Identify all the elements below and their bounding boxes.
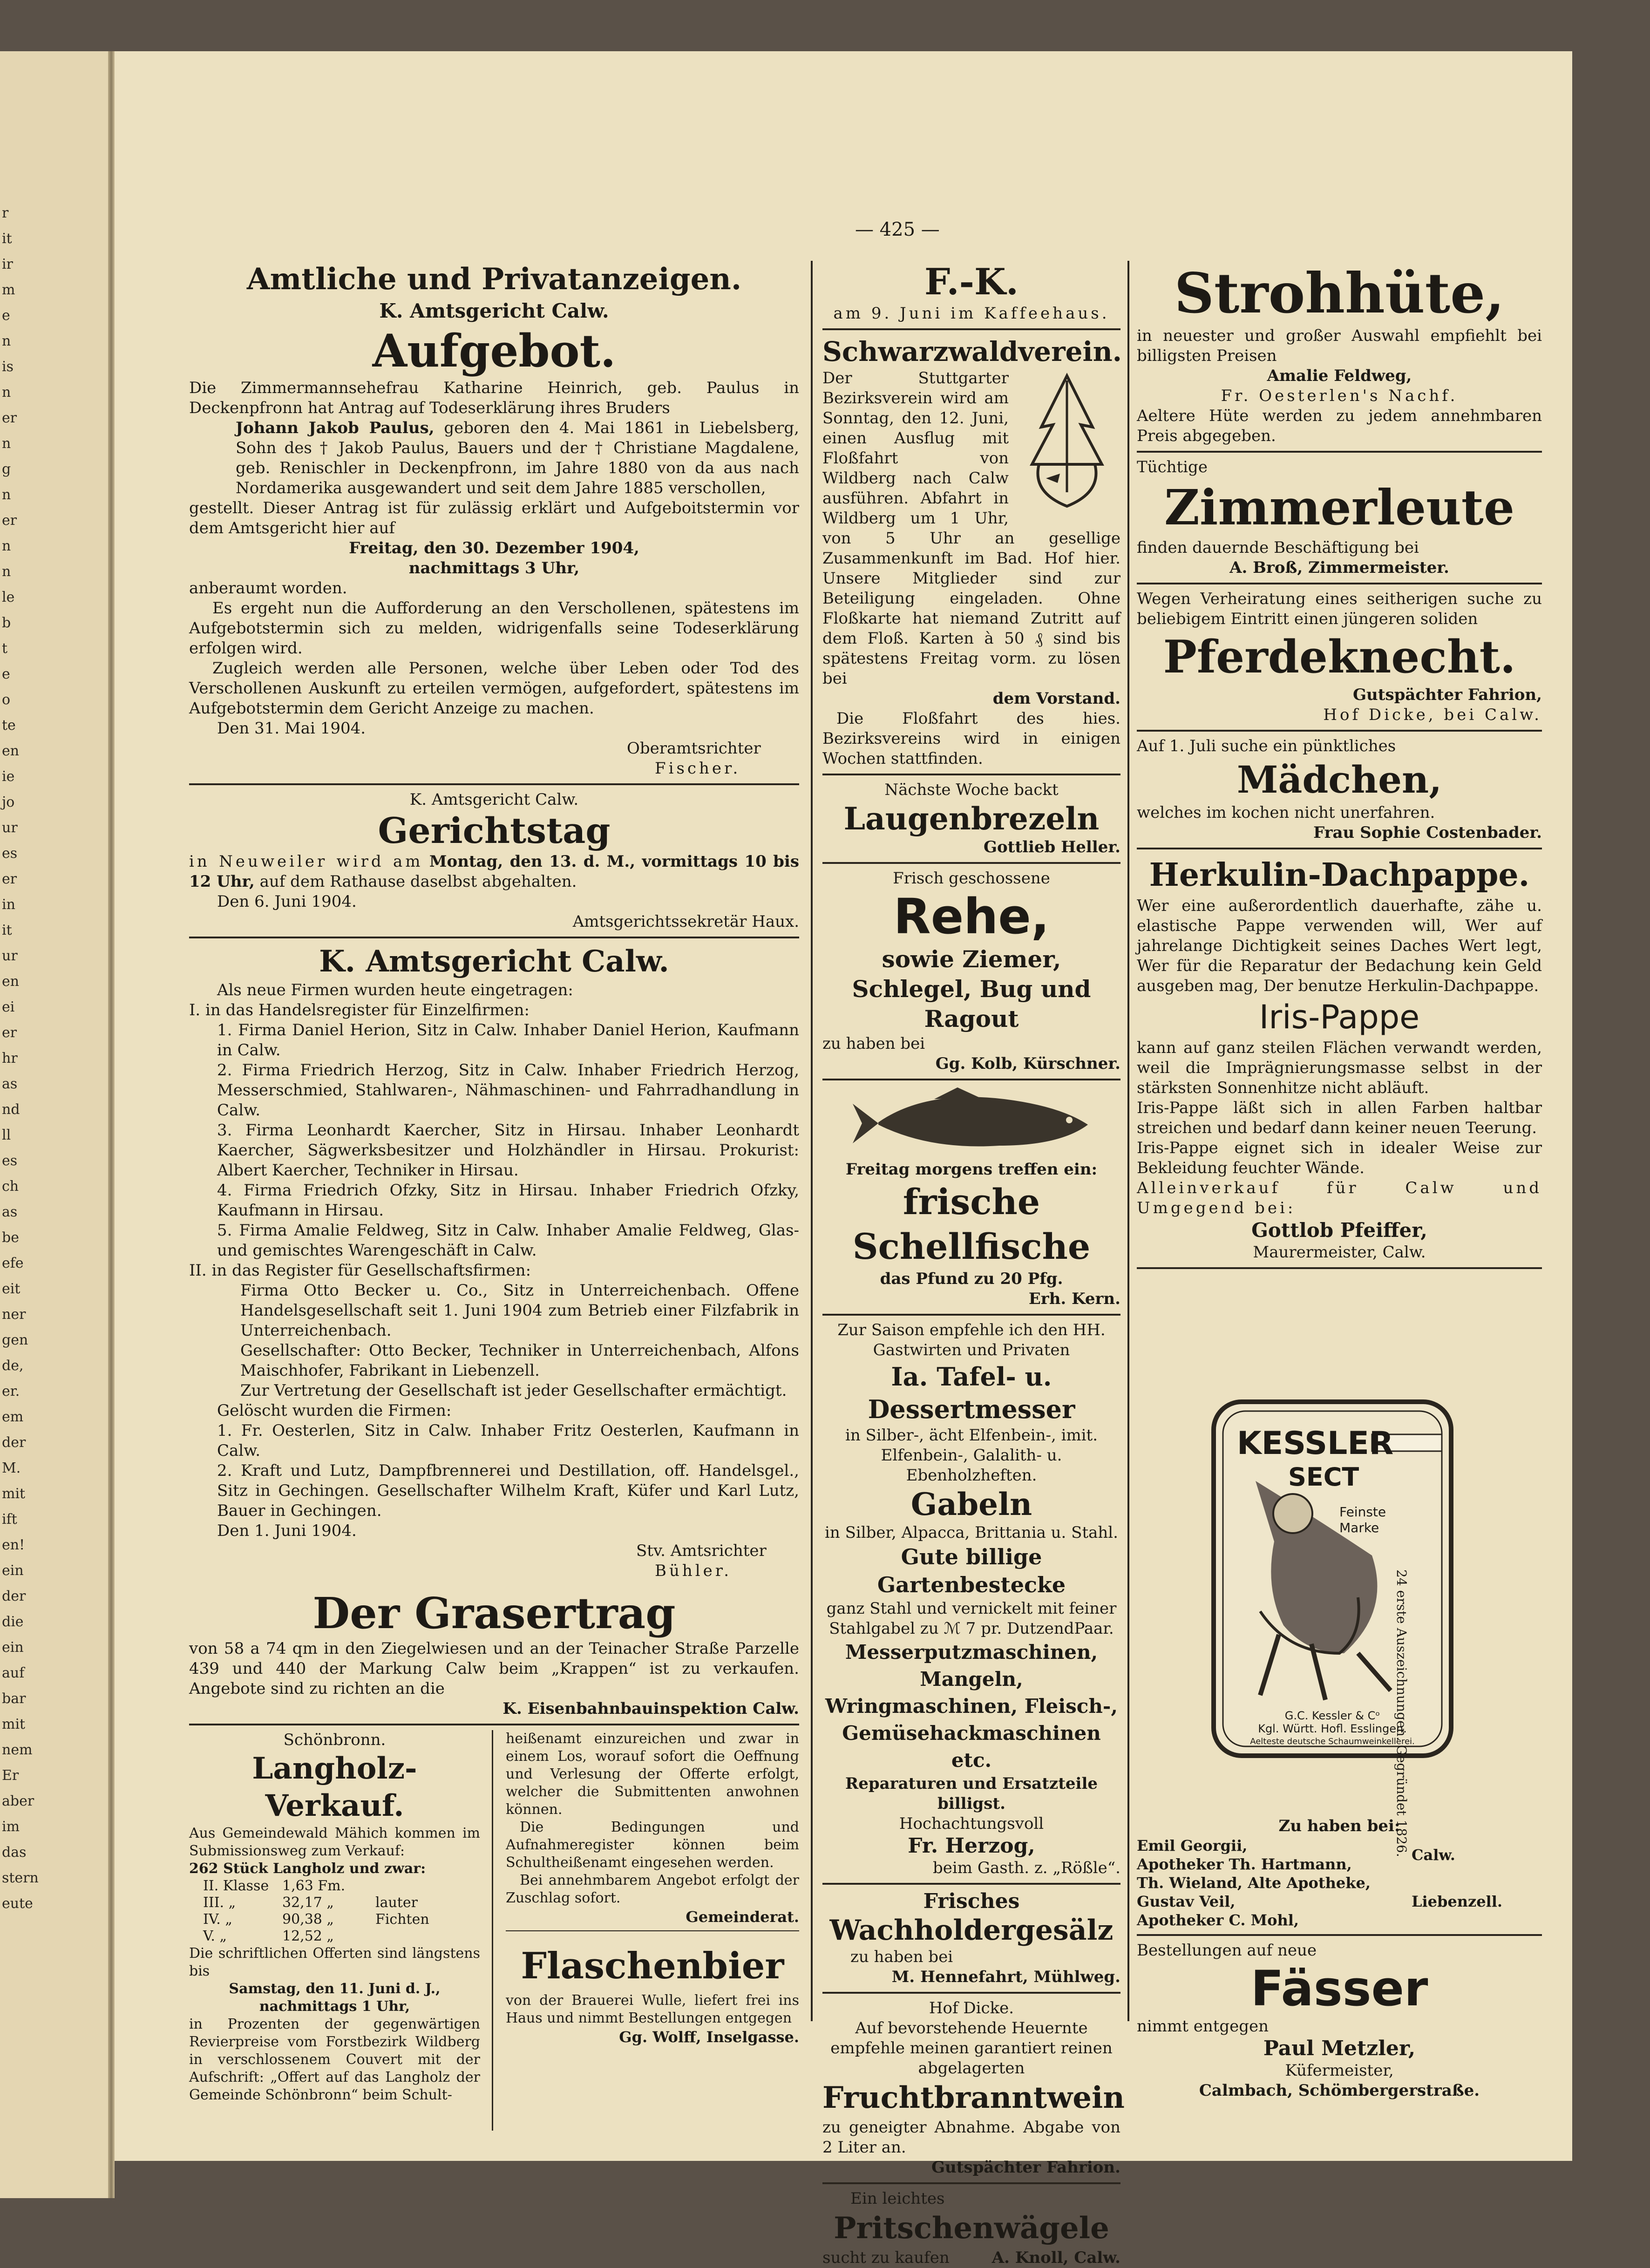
notice-text: Die Zimmermannsehefrau Katharine Heinrich, geb. Paulus in Deckenpfronn hat Antrag auf Todeserklärung ihres Bruders [189,379,799,417]
court-heading: K. Amtsgericht Calw. [409,790,579,809]
timber-row: V. „ 12,52 „ [203,1928,334,1944]
left-page-fragment: en [2,743,20,759]
ad-text: finden dauernde Beschäftigung bei [1137,538,1419,557]
left-page-fragment: n [2,487,11,503]
ad-title: Rehe, [893,888,1050,945]
left-page-fragment: as [2,1204,18,1220]
ad-text: Zur Saison empfehle ich den HH. Gastwirten und Privaten [837,1321,1106,1359]
ad-text: Wer eine außerordentlich dauerhafte, zähe u. elastische Pappe verwenden will, Wer auf jahrelange Dichtigkeit seines Daches Wert legt, Wer für die Reparatur der Bedachung kein Geld ausgeben mag, Der benutze Herkulin-Dachpappe. [1137,896,1542,995]
ad-text: Hochachtungsvoll [899,1814,1044,1833]
register-entry: 2. Firma Friedrich Herzog, Sitz in Calw. Inhaber Friedrich Herzog, Messerschmied, Stahlwaren-, Nähmaschinen- und Fahrradhandlung in Calw. [217,1061,799,1120]
signature: Gg. Kolb, Kürschner. [935,1054,1120,1073]
notice-title: Aufgebot. [372,325,616,377]
notice-date: Montag, den 13. d. M., vormittags 10 bis 12 Uhr, [189,852,799,891]
feinste-marke-label: Feinste Marke [1339,1504,1386,1535]
left-page-fragment: ll [2,1127,11,1143]
register-section: I. in das Handelsregister für Einzelfirmen: [189,1001,530,1019]
left-page-fragment: das [2,1844,27,1861]
notice-text: Als neue Firmen wurden heute eingetragen: [217,981,573,999]
left-page-fragment: hr [2,1050,18,1066]
register-section: II. in das Register für Gesellschaftsfirmen: [189,1261,531,1280]
left-page-fragment: jo [2,794,15,810]
left-page-fragment: e [2,666,10,682]
left-page-fragment: n [2,333,11,349]
page-number: — 425 — [855,219,940,240]
left-page-fragment: m [2,282,15,298]
signature: A. Broß, Zimmermeister. [1229,558,1449,577]
notice-text: auf dem Rathause daselbst abgehalten. [259,872,577,891]
notice-aufgebot [189,298,799,779]
divider [506,1930,799,1931]
ad-title: Herkulin-Dachpappe. [1149,856,1530,894]
notice-title: Langholz-Verkauf. [252,1751,417,1823]
left-page-fragment: ir [2,256,13,272]
left-page-fragment: le [2,589,15,605]
left-page-fragment: it [2,922,12,938]
ad-title: Messerputzmaschinen, Mangeln, Wringmaschinen, Fleisch-, Gemüsehackmaschinen etc. [825,1641,1118,1772]
divider [822,2182,1120,2184]
left-page-fragment: der [2,1588,26,1604]
register-entry: 3. Firma Leonhardt Kaercher, Sitz in Hirsau. Inhaber Leonhardt Kaercher, Sägwerksbesitzer und Holzhändler in Hirsau. Prokurist: Albert Kaercher, Techniker in Hirsau. [217,1121,799,1180]
timber-row: IV. „ 90,38 „ Fichten [203,1911,429,1928]
newspaper-page [115,51,1572,2267]
ad-text: zu geneigter Abnahme. Abgabe von 2 Liter an. [822,2118,1120,2157]
seller-places: Calw. Liebenzell. [1412,1846,1502,1910]
divider [822,862,1120,864]
court-heading: K. Amtsgericht Calw. [379,299,609,322]
divider [822,774,1120,775]
ad-text: Bestellungen auf neue [1137,1941,1317,1960]
section-title: Amtliche und Privatanzeigen. [246,262,742,297]
notice-text: von 58 a 74 qm in den Ziegelwiesen und an der Teinacher Straße Parzelle 439 und 440 der Markung Calw beim „Krappen“ ist zu verkaufen. Angebote sind zu richten an die [189,1639,799,1698]
column-official-notices [189,261,799,2140]
ad-text: in Silber, Alpacca, Brittania u. Stahl. [825,1523,1118,1542]
register-entry: 1. Fr. Oesterlen, Sitz in Calw. Inhaber Fritz Oesterlen, Kaufmann in Calw. [217,1421,799,1460]
left-page-fragment: ie [2,768,15,785]
fir-tree-emblem-icon [1013,371,1120,511]
signature: Gottlieb Heller. [983,838,1120,856]
ad-title: Flaschenbier [521,1945,784,1987]
signature: Amtsgerichtssekretär Haux. [572,912,799,931]
column-rule [1127,261,1129,2021]
left-page-fragment: eit [2,1281,20,1297]
left-page-fragment: n [2,538,11,554]
left-page-fragment: ch [2,1178,19,1195]
notice-text: anberaumt worden. [189,579,347,598]
column-rule [811,261,813,2021]
signature-name: Bühler. [655,1562,732,1580]
left-page-fragment: stern [2,1870,39,1886]
timber-table [189,1878,480,1945]
ad-text: am 9. Juni im Kaffeehaus. [833,304,1110,323]
seller-list: Emil Georgii, Apotheker Th. Hartmann, Th. Wieland, Alte Apotheke, Gustav Veil, Apotheker C. Mohl, [1137,1837,1371,1929]
signature-detail: Fr. Oesterlen's Nachf. [1221,387,1458,405]
left-page-fragment: r [2,205,9,221]
ad-text: Auf bevorstehende Heuernte empfehle meinen garantiert reinen abgelagerten [830,2019,1113,2078]
left-page-fragment: er [2,1025,17,1041]
ad-text: Der Stuttgarter Bezirksverein wird am Sonntag, den 12. Juni, einen Ausflug mit Floßfahrt von Wildberg nach Calw ausführen. Abfahrt in Wildberg um 1 Uhr, von 5 Uhr an gesellige Zusammenkunft im Bad. Hof hier. Unsere Mitglieder sind zur Beteiligung eingeladen. Ohne Floßkarte hat niemand Zutritt auf dem Floß. Karten à 50 ₰ sind bis spätestens Freitag vorm. zu lösen bei [822,369,1120,688]
signature-address: Hof Dicke, bei Calw. [1323,706,1542,724]
left-page-fragment: M. [2,1460,21,1476]
left-page-fragment: b [2,615,11,631]
ad-title: Zimmerleute [1164,479,1514,536]
divider [822,1883,1120,1885]
left-page-fragment: n [2,384,11,401]
ad-title: Pferdeknecht. [1163,631,1516,683]
left-page-fragment: Er [2,1767,19,1784]
ad-title: Ia. Tafel- u. Dessertmesser [868,1362,1075,1424]
notice-text: Bei annehmbarem Angebot erfolgt der Zuschlag sofort. [506,1872,799,1906]
dateline: Den 6. Juni 1904. [217,892,357,911]
left-page-fragment: ein [2,1562,24,1579]
register-section: Gelöscht wurden die Firmen: [217,1401,452,1420]
notice-text: Die schriftlichen Offerten sind längstens bis [189,1945,480,1979]
left-page-fragment: nd [2,1101,20,1118]
notice-text: in Prozenten der gegenwärtigen Revierpreise vom Forstbezirk Wildberg in verschlossenem Couvert mit der Aufschrift: „Offert auf das Langholz der Gemeinde Schönbronn“ beim Schult- [189,2016,480,2103]
left-page-fragment: er [2,871,17,887]
left-page-fragment: ein [2,1639,24,1656]
notice-text: in Neuweiler wird am [189,852,423,871]
ad-title: Mädchen, [1236,758,1442,801]
signature: Gg. Wolff, Inselgasse. [619,2028,799,2046]
signature-address: beim Gasth. z. „Rößle“. [933,1859,1120,1877]
ad-text: Reparaturen und Ersatzteile billigst. [845,1774,1098,1813]
price-text: das Pfund zu 20 Pfg. [880,1270,1063,1288]
ad-text: Ein leichtes [850,2189,945,2208]
left-page-fragment: er [2,512,17,529]
notice-langholz-cont [506,1730,799,2047]
ad-text: Freitag morgens treffen ein: [845,1160,1098,1179]
ad-herzog [822,1320,1120,1878]
left-page-fragment: er [2,410,17,426]
divider [1137,1934,1542,1936]
left-page-fragment: ei [2,999,15,1015]
signature: Erh. Kern. [1028,1290,1120,1308]
column-middle-ads [822,261,1125,2268]
ad-text: Die Floßfahrt des hies. Bezirksvereins wird in einigen Wochen stattfinden. [822,709,1120,768]
divider [189,1724,799,1725]
left-page-fragment: is [2,359,14,375]
notice-title: Der Grasertrag [312,1588,676,1638]
signature: Gottlob Pfeiffer, [1251,1219,1427,1242]
left-page-fragment: aber [2,1793,34,1809]
ad-text: in neuester und großer Auswahl empfiehlt bei billigsten Preisen [1137,326,1542,365]
signature: A. Knoll, Calw. [991,2248,1120,2267]
notice-text: Aus Gemeindewald Mähich kommen im Submissionsweg zum Verkauf: [189,1825,480,1859]
ad-text: zu haben bei [850,1948,953,1966]
notice-text: heißenamt einzureichen und zwar in einem Los, worauf sofort die Oeffnung und Verlesung der Offerte erfolgt, welcher die Submittenten anwohnen können. [506,1731,799,1818]
fish-icon [850,1085,1093,1160]
left-page-fragment: der [2,1434,26,1451]
kessler-logo: KESSLER [1237,1425,1394,1462]
ad-text: Auf 1. Juli suche ein pünktliches [1137,737,1396,755]
register-entry: Gesellschafter: Otto Becker, Techniker in Unterreichenbach, Alfons Maischhofer, Fabrikant in Liebenzell. [240,1341,799,1380]
register-entry: 5. Firma Amalie Feldweg, Sitz in Calw. Inhaber Amalie Feldweg, Glas- und gemischtes Warengeschäft in Calw. [217,1221,799,1260]
ad-text: in Silber-, ächt Elfenbein-, imit. Elfenbein-, Galalith- u. Ebenholzheften. [845,1426,1098,1485]
left-page-fragment: e [2,307,10,324]
ad-text: Iris-Pappe eignet sich in idealer Weise zur Bekleidung feuchter Wände. [1137,1139,1542,1177]
left-page-fragment: efe [2,1255,24,1271]
notice-handelsregister [189,943,799,1581]
signature-title: Stv. Amtsrichter [636,1541,767,1560]
signature: Gutspächter Fahrion, [1352,686,1542,704]
divider [822,1079,1120,1080]
ad-title: Wachholdergesälz [829,1914,1114,1947]
ad-title: Laugenbrezeln [843,801,1100,837]
ad-title: Pritschenwägele [834,2211,1109,2246]
notice-title: Gerichtstag [378,810,611,851]
two-column-block [189,1730,799,2140]
notice-text: Die Bedingungen und Aufnahmeregister können beim Schultheißenamt eingesehen werden. [506,1819,799,1871]
register-entry: 4. Firma Friedrich Ofzky, Sitz in Hirsau. Inhaber Friedrich Ofzky, Kaufmann in Hirsau. [217,1181,799,1220]
dateline: Den 31. Mai 1904. [217,719,366,738]
signature: K. Eisenbahnbauinspektion Calw. [502,1699,799,1718]
signature-address: Calmbach, Schömbergerstraße. [1199,2081,1480,2100]
notice-text: Es ergeht nun die Aufforderung an den Verschollenen, spätestens im Aufgebotstermin sich zu melden, widrigenfalls seine Todeserklärung erfolgen wird. [189,599,799,658]
signature: Gemeinderat. [686,1908,799,1926]
notice-date: Samstag, den 11. Juni d. J., nachmittags 1 Uhr, [229,1981,441,2015]
left-page-fragment: g [2,461,11,477]
signature: Amalie Feldweg, [1267,367,1412,385]
signature-detail: Küfermeister, [1285,2061,1394,2080]
ad-title: Gute billige Gartenbestecke [877,1544,1066,1597]
ad-text: Zu haben bei: [1278,1817,1400,1835]
kessler-footer: G.C. Kessler & Cᵒ Kgl. Württ. Hofl. Esslingen. Aelteste deutsche Schaumweinkellerei. [1250,1709,1415,1746]
left-page-fragment: as [2,1076,18,1092]
notice-time: nachmittags 3 Uhr, [408,559,580,577]
ad-text: Frisch geschossene [893,869,1050,888]
left-page-fragment: t [2,640,8,657]
divider [189,937,799,938]
left-page-fragment: es [2,845,18,862]
ad-title: Strohhüte, [1174,261,1505,326]
notice-text: gestellt. Dieser Antrag ist für zulässig erklärt und Aufgeboitstermin vor dem Amtsgericht hier auf [189,499,799,537]
timber-row: III. „ 32,17 „ lauter [203,1895,418,1911]
notice-title: K. Amtsgericht Calw. [319,944,669,979]
divider [1137,583,1542,584]
ad-title: Schwarzwaldverein. [822,336,1122,367]
left-page-fragment: bar [2,1691,26,1707]
signature: Paul Metzler, [1263,2037,1416,2060]
left-page-fragment: de, [2,1358,24,1374]
register-entry: 1. Firma Daniel Herion, Sitz in Calw. Inhaber Daniel Herion, Kaufmann in Calw. [217,1021,799,1059]
signature: Frau Sophie Costenbader. [1313,823,1542,842]
left-page-fragment: en! [2,1537,25,1553]
signature: Gutspächter Fahrion. [931,2158,1120,2177]
ad-text: zu haben bei [822,1034,925,1053]
ad-title: Fässer [1250,1960,1428,2017]
ad-text: Tüchtige [1137,458,1208,476]
ad-title: Gabeln [910,1486,1032,1522]
divider [1137,451,1542,453]
awards-text: 24 erste Auszeichnungen. Gegründet 1826. [1394,1569,1409,1857]
ad-schwarzwaldverein [822,335,1120,769]
left-page-fragments [0,51,112,2198]
left-page-fragment: n [2,435,11,452]
left-page-fragment: in [2,896,15,913]
ad-text: Nächste Woche backt [884,781,1059,799]
ad-text: Frisches [923,1889,1020,1913]
notice-text: geboren den 4. Mai 1861 in Liebelsberg, Sohn des † Jakob Paulus, Bauers und der † Christiane Magdalene, geb. Renischler in Deckenpfronn, im Jahre 1880 von da aus nach Nordamerika ausgewandert und seit dem Jahre 1885 verschollen, [236,419,799,497]
left-page-fragment: gen [2,1332,28,1348]
left-page-fragment: ner [2,1306,26,1323]
left-page-fragment: be [2,1229,19,1246]
person-name: Johann Jakob Paulus, [236,419,435,437]
left-page-fragment: n [2,564,11,580]
ad-subtitle: sowie Ziemer, Schlegel, Bug und Ragout [852,945,1091,1032]
left-page-fragment: nem [2,1742,33,1758]
left-page-fragment: it [2,231,12,247]
ad-text: Wegen Verheiratung eines seitherigen suche zu beliebigem Eintritt einen jüngeren soliden [1137,590,1542,628]
kessler-sellers [1137,1816,1542,2101]
notice-place: Schönbronn. [283,1731,386,1749]
signature-detail: Maurermeister, Calw. [1253,1243,1426,1262]
dateline: Den 1. Juni 1904. [217,1521,357,1540]
notice-gerichtstag [189,790,799,932]
notice-text: 262 Stück Langholz und zwar: [189,1861,426,1877]
left-page-fragment: eute [2,1895,33,1912]
signature-title: Oberamtsrichter [627,739,761,758]
divider [822,328,1120,330]
ad-text: welches im kochen nicht unerfahren. [1137,803,1435,822]
left-page-fragment: es [2,1153,18,1169]
left-page-fragment: en [2,973,20,990]
notice-grasertrag [189,1588,799,1719]
ad-text: sucht zu kaufen [822,2248,950,2267]
left-page-fragment: die [2,1614,24,1630]
notice-langholz [189,1730,480,2104]
left-page-fragment: mit [2,1486,26,1502]
ad-title: F.-K. [924,261,1019,303]
ad-text: Aeltere Hüte werden zu jedem annehmbaren Preis abgegeben. [1137,407,1542,445]
left-page-fragment: mit [2,1716,26,1732]
left-page-fragment: te [2,717,16,733]
register-entry: Zur Vertretung der Gesellschaft ist jeder Gesellschafter ermächtigt. [240,1381,787,1400]
register-entry: Firma Otto Becker u. Co., Sitz in Unterreichenbach. Offene Handelsgesellschaft seit 1. Juni 1904 zum Betrieb einer Filzfabrik in Unterreichenbach. [240,1281,799,1340]
divider [189,783,799,785]
ad-text: nimmt entgegen [1137,2017,1269,2036]
sect-label: SECT [1288,1462,1359,1492]
left-page-fragment: em [2,1409,24,1425]
register-entry: 2. Kraft und Lutz, Dampfbrennerei und Destillation, off. Handelsgel., Sitz in Gechingen. Gesellschafter Wilhelm Kraft, Küfer und Karl Lutz, Bauer in Gechingen. [217,1461,799,1520]
ad-text: von der Brauerei Wulle, liefert frei ins Haus und nimmt Bestellungen entgegen [506,1992,799,2026]
divider [822,1314,1120,1316]
notice-text: Zugleich werden alle Personen, welche über Leben oder Tod des Verschollenen Auskunft zu erteilen vermögen, aufgefordert, spätestens im Aufgebotstermin dem Gericht Anzeige zu machen. [189,659,799,718]
column-rule [492,1730,493,2131]
ad-text: Hof Dicke. [929,1999,1014,2017]
ad-text: Iris-Pappe läßt sich in allen Farben haltbar streichen und bedarf dann keiner neuen Teerung. [1137,1099,1542,1137]
ad-title: Iris-Pappe [1259,998,1420,1036]
left-page-fragment: auf [2,1665,25,1681]
left-page-fragment: ift [2,1511,17,1528]
timber-row: II. Klasse 1,63 Fm. [203,1878,346,1894]
signature: M. Hennefahrt, Mühlweg. [891,1968,1120,1986]
divider [1137,730,1542,732]
left-page-fragment: ur [2,948,18,964]
signature: Fr. Herzog, [908,1834,1035,1858]
divider [822,1992,1120,1994]
ad-text: ganz Stahl und vernickelt mit feiner Stahlgabel zu ℳ 7 pr. DutzendPaar. [826,1599,1117,1638]
left-page-fragment: er. [2,1383,20,1399]
signature: dem Vorstand. [992,689,1120,708]
notice-date: Freitag, den 30. Dezember 1904, [349,539,639,557]
ad-title: frische Schellfische [852,1181,1091,1267]
ad-text: Alleinverkauf für Calw und Umgegend bei: [1137,1179,1542,1217]
ad-title: Fruchtbranntwein [822,2080,1125,2115]
signature-name: Fischer. [655,759,741,778]
divider [1137,848,1542,849]
divider [1137,1267,1542,1269]
left-page-fragment: im [2,1819,20,1835]
left-page-fragment: o [2,692,11,708]
left-page-fragment: ur [2,820,18,836]
ad-text: kann auf ganz steilen Flächen verwandt werden, weil die Imprägnierungsmasse selbst in der stärksten Sonnenhitze nicht abläuft. [1137,1039,1542,1097]
column-right-ads [1137,261,1542,1274]
